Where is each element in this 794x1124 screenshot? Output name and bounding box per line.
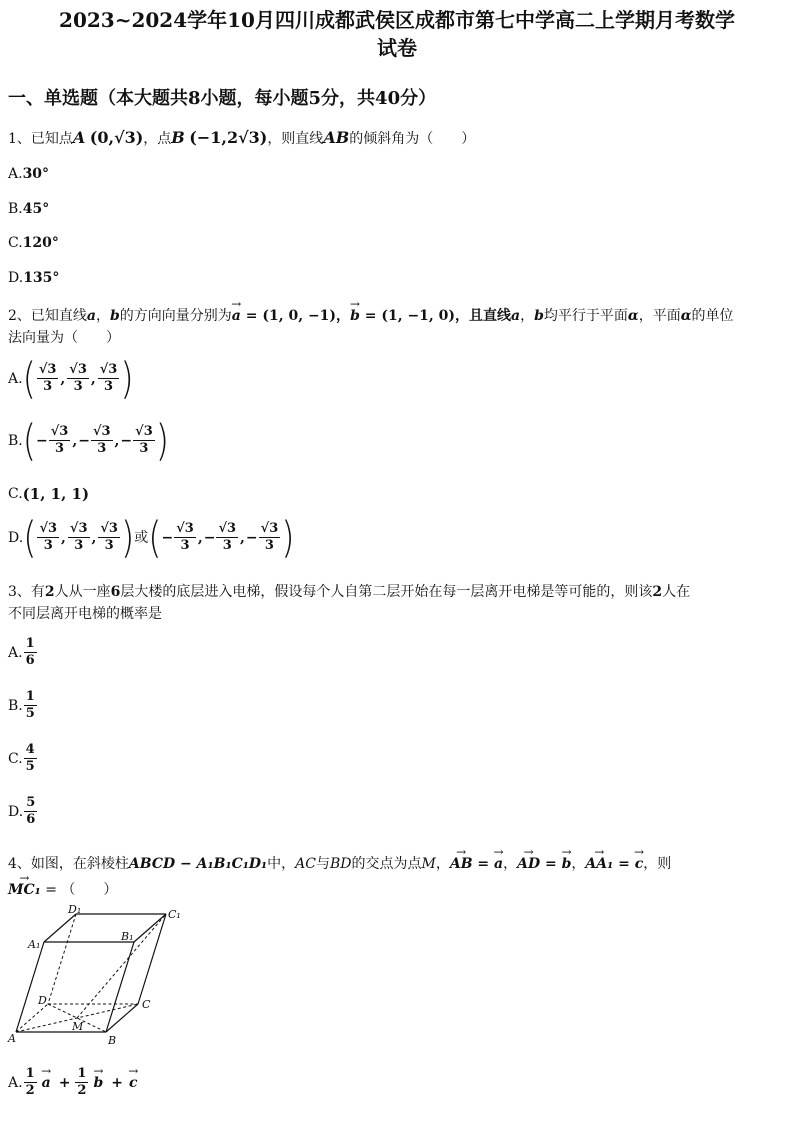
fraction <box>98 521 120 554</box>
q2-option-a[interactable] <box>8 353 134 404</box>
vector-ab: → AB <box>450 852 473 876</box>
comma: , <box>72 432 78 449</box>
fraction <box>37 362 59 395</box>
point-a-coords: (0,√3) <box>89 128 144 147</box>
option-label: A. <box>8 644 23 661</box>
denominator: 3 <box>139 441 149 456</box>
label-a1: A₁ <box>28 938 41 951</box>
right-paren: ) <box>120 353 134 404</box>
stem-text: 层大楼的底层进入电梯，假设每个人自第二层开始在每一层离开电梯是等可能的，则该 <box>120 584 653 600</box>
numerator: 1 <box>77 1066 87 1081</box>
vector-a: → a <box>42 1073 51 1093</box>
equals: = <box>613 856 635 872</box>
stem-text: ，平面 <box>638 308 681 324</box>
left-paren: ( <box>23 512 37 563</box>
minus-sign: − <box>161 529 174 546</box>
segment-bd: BD <box>329 856 352 872</box>
fraction <box>37 521 59 554</box>
vector-mc1: → MC₁ <box>8 878 41 902</box>
option-label: C. <box>8 750 23 767</box>
stem-text: ，则 <box>643 856 672 872</box>
option-label: C. <box>8 235 23 251</box>
section-heading: 一、单选题（本大题共8小题，每小题5分，共40分） <box>8 88 437 109</box>
label-a: A <box>8 1032 16 1045</box>
right-paren: ) <box>155 415 170 466</box>
numerator: √3 <box>69 521 88 536</box>
numerator: 1 <box>25 689 35 704</box>
stem-text: 与 <box>315 856 330 872</box>
option-value: 120° <box>22 235 59 251</box>
option-label: B. <box>8 432 23 449</box>
denominator: 3 <box>222 538 232 553</box>
fraction <box>24 636 37 669</box>
stem-text: 的单位 <box>691 308 734 324</box>
stem-text: ， <box>435 856 450 872</box>
right-paren: ) <box>281 512 295 563</box>
comma: , <box>61 529 66 546</box>
number-value: 2 <box>44 584 55 600</box>
denominator: 3 <box>74 538 84 553</box>
question-3-stem-line2: 不同层离开电梯的概率是 <box>8 606 162 622</box>
exam-title-line2: 试卷 <box>377 36 417 60</box>
denominator: 3 <box>97 441 107 456</box>
left-paren: ( <box>148 512 162 563</box>
minus-sign: − <box>120 432 133 449</box>
point-b-coords: (−1,2√3) <box>189 128 268 147</box>
fraction <box>24 795 37 828</box>
q1-option-c[interactable] <box>8 233 59 253</box>
numerator: 1 <box>25 636 35 651</box>
point-m: M <box>421 856 436 872</box>
connector-or: 或 <box>134 529 149 546</box>
fraction <box>75 1066 88 1099</box>
number-value: 2 <box>652 584 663 600</box>
vector-b-value: = (1, −1, 0)，且直线 <box>359 308 512 324</box>
q4-option-a[interactable] <box>8 1066 140 1099</box>
q2-option-b[interactable] <box>8 415 170 466</box>
stem-text: 的倾斜角为（ ） <box>349 131 476 147</box>
denominator: 3 <box>73 379 83 394</box>
option-label: D. <box>8 270 24 286</box>
numerator: √3 <box>135 424 153 439</box>
stem-text: 的交点为点 <box>351 856 422 872</box>
question-4-stem-line2 <box>8 878 786 902</box>
vector-aa1: → AA₁ <box>585 852 613 876</box>
edge-cc1 <box>138 914 166 1004</box>
plus-sign: + <box>111 1074 123 1091</box>
q3-option-c[interactable] <box>8 742 38 775</box>
denominator: 3 <box>43 538 53 553</box>
minus-sign: − <box>78 432 90 449</box>
fraction <box>91 424 113 457</box>
q2-option-d[interactable] <box>8 512 295 563</box>
stem-text: 有 <box>30 584 45 600</box>
label-b: B <box>108 1034 117 1047</box>
denominator: 6 <box>26 812 36 827</box>
denominator: 3 <box>104 538 114 553</box>
question-3-stem-line1 <box>8 580 786 604</box>
denominator: 3 <box>104 379 114 394</box>
line-a: a <box>511 308 521 324</box>
option-label: A. <box>8 370 23 387</box>
label-c1: C₁ <box>168 908 181 921</box>
question-1-stem <box>8 126 786 151</box>
denominator: 5 <box>25 706 35 721</box>
edge-bb1 <box>106 942 134 1032</box>
stem-text: 的方向向量分别为 <box>119 308 232 324</box>
comma: , <box>114 432 120 449</box>
minus-sign: − <box>245 529 258 546</box>
label-d1: D₁ <box>68 904 82 916</box>
denominator: 2 <box>77 1083 87 1098</box>
fraction <box>216 521 238 554</box>
stem-text: 如图，在斜棱柱 <box>30 856 129 872</box>
denominator: 2 <box>25 1083 35 1098</box>
line-b: b <box>534 308 544 324</box>
stem-text: ， <box>520 308 535 324</box>
vector-c: → c <box>129 1073 138 1093</box>
numerator: √3 <box>39 521 58 536</box>
equals: = <box>472 856 495 872</box>
plane-alpha: α <box>627 308 639 324</box>
question-2-stem-line1 <box>8 304 786 328</box>
fraction <box>98 362 120 395</box>
line-b: b <box>110 308 120 324</box>
line-ab: AB <box>323 128 350 147</box>
fraction <box>49 424 71 457</box>
label-c: C <box>142 998 151 1011</box>
vector-c: → c <box>635 852 644 876</box>
vector-b: → b <box>562 852 572 876</box>
stem-text: 中， <box>267 856 296 872</box>
point-a: A <box>72 128 86 147</box>
number-value: 6 <box>110 584 121 600</box>
plane-alpha: α <box>680 308 692 324</box>
stem-text: 均平行于平面 <box>543 308 628 324</box>
numerator: √3 <box>99 362 118 377</box>
stem-text: ，点 <box>143 131 172 147</box>
comma: , <box>90 370 96 387</box>
fraction <box>133 424 155 457</box>
vector-b: → b <box>93 1073 103 1093</box>
segment-ac: AC <box>295 856 316 872</box>
numerator: √3 <box>100 521 118 536</box>
fraction <box>24 689 37 722</box>
option-label: D. <box>8 529 24 546</box>
stem-text: ， <box>96 308 110 324</box>
question-number: 4、 <box>8 856 31 872</box>
numerator: √3 <box>176 521 194 536</box>
q2-option-c[interactable] <box>8 484 89 504</box>
stem-text: 已知直线 <box>30 308 87 324</box>
q3-option-d[interactable] <box>8 795 38 828</box>
label-d: D <box>38 994 47 1007</box>
fraction <box>259 521 281 554</box>
fraction <box>68 521 90 554</box>
denominator: 3 <box>43 379 53 394</box>
stem-text: ， <box>503 856 518 872</box>
vector-a-value: = (1, 0, −1)， <box>240 308 351 324</box>
label-b1: B₁ <box>121 930 134 943</box>
question-4-stem-line1 <box>8 852 786 876</box>
denominator: 6 <box>25 653 35 668</box>
stem-text: ，则直线 <box>267 131 324 147</box>
denominator: 5 <box>25 759 35 774</box>
q1-option-a[interactable] <box>8 164 49 184</box>
denominator: 3 <box>55 441 65 456</box>
vector-a: → a <box>494 852 503 876</box>
right-paren: ) <box>120 512 135 563</box>
q3-option-b[interactable] <box>8 689 38 722</box>
question-number: 1、 <box>8 131 31 147</box>
option-value: 135° <box>23 270 60 286</box>
denominator: 3 <box>264 538 274 553</box>
stem-text: 已知点 <box>30 131 73 147</box>
comma: , <box>91 529 97 546</box>
option-label: C. <box>8 486 23 502</box>
left-paren: ( <box>22 415 37 466</box>
minus-sign: − <box>36 432 48 449</box>
q1-option-b[interactable] <box>8 199 49 219</box>
comma: , <box>240 529 245 546</box>
comma: , <box>60 370 66 387</box>
question-2-stem-line2: 法向量为（ ） <box>8 330 120 346</box>
question-number: 3、 <box>8 584 31 600</box>
question-number: 2、 <box>8 308 31 324</box>
option-label: A. <box>8 166 23 182</box>
vector-a: → a <box>232 304 241 328</box>
option-label: D. <box>8 803 24 820</box>
label-m: M <box>72 1020 84 1033</box>
fraction <box>24 1066 37 1099</box>
denominator: 3 <box>180 538 190 553</box>
exam-title-line1: 2023~2024学年10月四川成都武侯区成都市第七中学高二上学期月考数学 <box>59 8 735 32</box>
prism-name: ABCD − A₁B₁C₁D₁ <box>128 856 268 872</box>
option-label: B. <box>8 697 23 714</box>
q3-option-a[interactable] <box>8 636 38 669</box>
edge-a1d1 <box>44 914 76 942</box>
comma: , <box>197 529 203 546</box>
option-label: B. <box>8 201 23 217</box>
vector-ad: → AD <box>517 852 540 876</box>
numerator: √3 <box>38 362 57 377</box>
prism-figure <box>6 904 186 1052</box>
option-label: A. <box>8 1074 23 1091</box>
option-value: 30° <box>22 166 50 182</box>
numerator: √3 <box>69 362 87 377</box>
stem-text: 人从一座 <box>54 584 111 600</box>
fraction <box>67 362 89 395</box>
left-paren: ( <box>22 353 36 404</box>
stem-text: = （ ） <box>40 882 118 898</box>
option-value: (1, 1, 1) <box>22 485 90 503</box>
edge-dd1-hidden <box>48 914 76 1004</box>
numerator: 1 <box>25 1066 35 1081</box>
point-b: B <box>171 128 185 147</box>
fraction <box>24 742 37 775</box>
numerator: 5 <box>26 795 36 810</box>
numerator: 4 <box>25 742 35 757</box>
option-value: 45° <box>22 201 50 217</box>
numerator: √3 <box>260 521 279 536</box>
numerator: √3 <box>92 424 111 439</box>
numerator: √3 <box>218 521 237 536</box>
line-a: a <box>86 308 96 324</box>
equals: = <box>540 856 562 872</box>
fraction <box>174 521 196 554</box>
minus-sign: − <box>203 529 216 546</box>
stem-text: ， <box>571 856 586 872</box>
q1-option-d[interactable] <box>8 268 59 288</box>
edge-aa1 <box>16 942 44 1032</box>
stem-text: 人在 <box>662 584 691 600</box>
vector-b: → b <box>350 304 360 328</box>
plus-sign: + <box>58 1074 71 1091</box>
numerator: √3 <box>50 424 69 439</box>
